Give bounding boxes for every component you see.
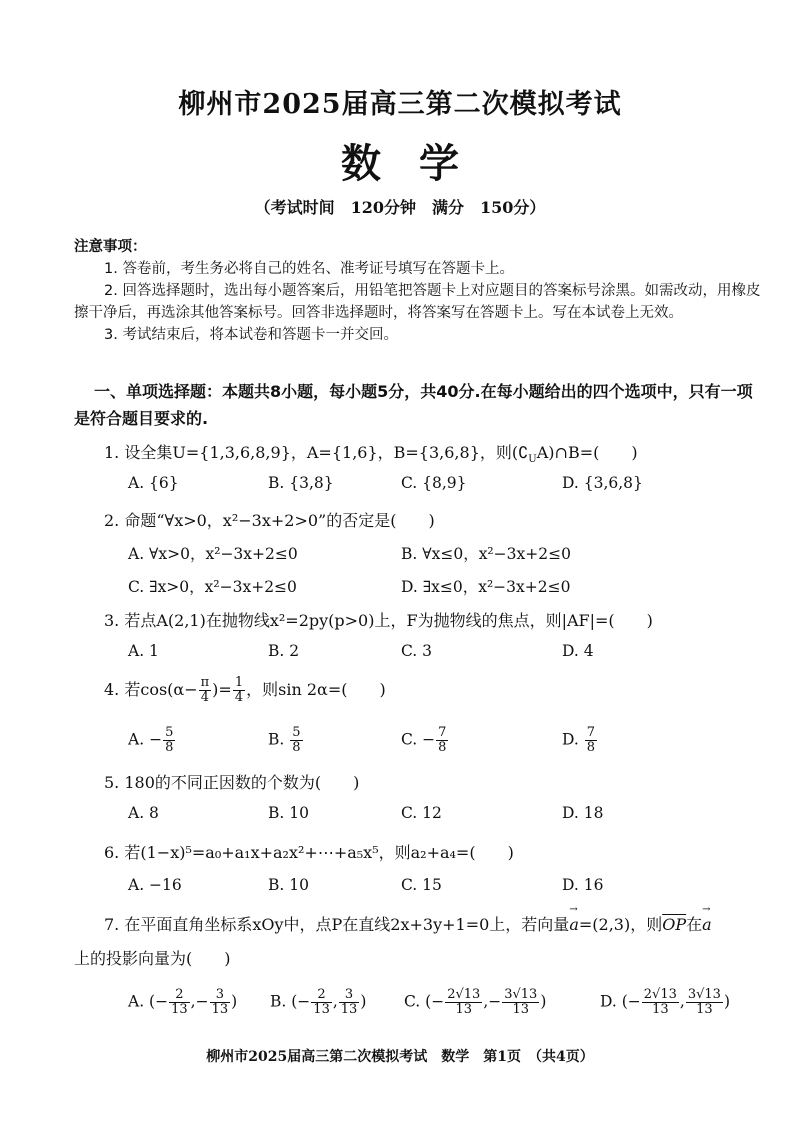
note-item: 1. 答卷前，考生务必将自己的姓名、准考证号填写在答题卡上。 bbox=[104, 261, 514, 277]
option-a[interactable]: A. 1 bbox=[128, 642, 159, 660]
option-c[interactable]: C. ∃x>0，x²−3x+2≤0 bbox=[128, 578, 297, 596]
numerator: 3√13 bbox=[687, 987, 721, 1002]
option-d[interactable]: D. 16 bbox=[562, 876, 604, 894]
note-item: 2. 回答选择题时，选出每小题答案后，用铅笔把答题卡上对应题目的答案标号涂黑。如需改动，用橡皮擦干净后，再选涂其他答案标号。回答非选择题时，将答案写在答题卡上。写在本试卷上无效。 bbox=[74, 283, 761, 321]
numerator: 3 bbox=[210, 988, 231, 1003]
denominator: 8 bbox=[586, 740, 596, 755]
question-7 bbox=[104, 912, 712, 935]
question-number: 7. bbox=[104, 915, 120, 934]
option-label: B. bbox=[268, 730, 285, 749]
denominator: 13 bbox=[652, 1002, 669, 1017]
option-b[interactable]: B. 2 bbox=[268, 642, 300, 660]
notes-block bbox=[74, 236, 764, 346]
denominator: 13 bbox=[696, 1002, 713, 1017]
question-stem: 在 bbox=[686, 915, 703, 934]
option-d[interactable]: D. (− $\frac{2√13}{13}$ , $\frac{3√13}{13}$ ) bbox=[600, 987, 730, 1017]
option-a[interactable]: A. ∀x>0，x²−3x+2≤0 bbox=[128, 545, 298, 563]
option-label: D. bbox=[600, 992, 617, 1011]
fraction bbox=[445, 988, 482, 1017]
question-number: 1. bbox=[104, 443, 120, 462]
option-b[interactable]: B. (− $\frac{2}{13}$ , $\frac{3}{13}$ ) bbox=[270, 987, 367, 1017]
question-stem: 若点A(2,1)在抛物线x²=2py(p>0)上，F为抛物线的焦点，则|AF|=( ) bbox=[124, 611, 653, 630]
denominator: 13 bbox=[211, 1002, 229, 1017]
question-number: 3. bbox=[104, 611, 120, 630]
denominator: 8 bbox=[292, 740, 301, 755]
denominator: 4 bbox=[200, 690, 210, 705]
option-label: A. bbox=[128, 730, 145, 749]
question-number: 6. bbox=[104, 843, 120, 862]
fraction bbox=[686, 988, 723, 1017]
numerator: 2 bbox=[169, 988, 190, 1003]
question-stem: 在平面直角坐标系xOy中，点P在直线2x+3y+1=0上，若向量 bbox=[124, 915, 570, 934]
denominator: 4 bbox=[234, 690, 244, 705]
fraction bbox=[199, 676, 212, 705]
question-stem: A)∩B=( ) bbox=[536, 443, 638, 462]
page-footer: 柳州市2025届高三第二次模拟考试 数学 第1页 （共4页） bbox=[206, 1049, 594, 1065]
question-stem: 设全集 bbox=[124, 443, 173, 462]
option-c[interactable] bbox=[401, 726, 449, 755]
option-a[interactable]: A. {6} bbox=[128, 474, 179, 492]
option-d[interactable]: D. {3,6,8} bbox=[562, 474, 643, 492]
option-b[interactable]: B. ∀x≤0，x²−3x+2≤0 bbox=[401, 545, 571, 563]
option-sign: − bbox=[149, 730, 163, 749]
notes-heading: 注意事项： bbox=[74, 239, 147, 255]
option-c[interactable]: C. 12 bbox=[401, 804, 442, 822]
fraction bbox=[502, 988, 539, 1017]
option-b[interactable]: B. 10 bbox=[268, 804, 309, 822]
option-a[interactable]: A. (− $\frac{2}{13}$ ,− $\frac{3}{13}$ ) bbox=[128, 987, 238, 1017]
numerator: 1 bbox=[234, 675, 244, 690]
question-1 bbox=[104, 440, 638, 465]
vector-op: $\overline{OP}$ bbox=[662, 915, 687, 934]
exam-title: 柳州市2025届高三第二次模拟考试 bbox=[178, 89, 622, 120]
option-d[interactable]: D. 18 bbox=[562, 804, 604, 822]
question-number: 4. bbox=[104, 680, 120, 699]
note-item: 3. 考试结束后，将本试卷和答题卡一并交回。 bbox=[104, 327, 398, 343]
subject-title: 数学 bbox=[341, 140, 497, 187]
section-heading: 一、单项选择题：本题共8小题，每小题5分，共40分.在每小题给出的四个选项中，只有一项是符合题目要求的. bbox=[74, 382, 753, 428]
numerator: 3 bbox=[339, 988, 360, 1003]
question-stem: =(2,3)，则 bbox=[578, 915, 663, 934]
option-c[interactable]: C. {8,9} bbox=[401, 474, 467, 492]
option-sign: − bbox=[422, 730, 436, 749]
fraction bbox=[642, 988, 679, 1017]
question-stem: 180的不同正因数的个数为( ) bbox=[124, 773, 360, 792]
question-stem: )= bbox=[212, 680, 232, 699]
numerator: 2 bbox=[311, 988, 332, 1003]
option-c[interactable]: C. 3 bbox=[401, 642, 433, 660]
option-label: C. bbox=[404, 992, 421, 1011]
question-stem: U={1,3,6,8,9}，A={1,6}，B={3,6,8}，则(∁ bbox=[172, 443, 529, 462]
fraction bbox=[311, 988, 332, 1017]
option-d[interactable]: D. ∃x≤0，x²−3x+2≤0 bbox=[401, 578, 571, 596]
question-number: 2. bbox=[104, 511, 120, 530]
denominator: 13 bbox=[313, 1002, 330, 1017]
numerator: 2√13 bbox=[447, 987, 481, 1002]
denominator: 8 bbox=[165, 740, 174, 755]
numerator: 2√13 bbox=[643, 987, 677, 1002]
question-stem: 命题“∀x>0，x²−3x+2>0”的否定是( ) bbox=[124, 511, 435, 530]
fraction bbox=[163, 726, 175, 755]
option-b[interactable]: B. 10 bbox=[268, 876, 309, 894]
exam-time-info: （考试时间 120分钟 满分 150分） bbox=[254, 198, 546, 217]
fraction bbox=[233, 676, 245, 705]
numerator: 3√13 bbox=[504, 987, 538, 1002]
denominator: 13 bbox=[340, 1002, 358, 1017]
numerator: 7 bbox=[586, 725, 596, 740]
option-label: A. bbox=[128, 992, 145, 1011]
option-label: D. bbox=[562, 730, 579, 749]
question-2 bbox=[104, 508, 435, 531]
option-d[interactable] bbox=[562, 726, 598, 755]
question-stem: 若cos(α− bbox=[124, 680, 198, 699]
option-label: C. bbox=[401, 730, 418, 749]
vector-a: → a bbox=[569, 915, 579, 934]
fraction bbox=[210, 988, 231, 1017]
fraction bbox=[339, 988, 360, 1017]
numerator: 5 bbox=[165, 725, 174, 740]
option-a[interactable]: A. 8 bbox=[128, 804, 159, 822]
denominator: 13 bbox=[512, 1002, 530, 1017]
question-3 bbox=[104, 608, 653, 631]
option-b[interactable] bbox=[268, 726, 304, 755]
vector-a: → a bbox=[702, 915, 712, 934]
option-c[interactable]: C. (− $\frac{2√13}{13}$ ,− $\frac{3√13}{13}$ ) bbox=[404, 987, 547, 1017]
numerator: 7 bbox=[438, 725, 447, 740]
option-a[interactable] bbox=[128, 726, 176, 755]
option-a[interactable]: A. −16 bbox=[128, 876, 182, 894]
question-stem: 若(1−x)⁵=a₀+a₁x+a₂x²+⋯+a₅x⁵，则a₂+a₄=( ) bbox=[124, 843, 514, 862]
question-number: 5. bbox=[104, 773, 120, 792]
question-4 bbox=[104, 676, 386, 705]
subscript: U bbox=[528, 454, 537, 466]
numerator: π bbox=[200, 675, 210, 690]
question-stem: ，则sin 2α=( ) bbox=[246, 680, 386, 699]
question-7-cont: 上的投影向量为( ) bbox=[74, 949, 231, 968]
fraction bbox=[436, 726, 448, 755]
numerator: 5 bbox=[292, 725, 301, 740]
denominator: 13 bbox=[455, 1002, 473, 1017]
option-label: B. bbox=[270, 992, 287, 1011]
option-d[interactable]: D. 4 bbox=[562, 642, 594, 660]
option-b[interactable]: B. {3,8} bbox=[268, 474, 334, 492]
fraction bbox=[290, 726, 302, 755]
fraction bbox=[585, 726, 597, 755]
denominator: 13 bbox=[171, 1002, 188, 1017]
denominator: 8 bbox=[438, 740, 447, 755]
fraction bbox=[169, 988, 190, 1017]
option-c[interactable]: C. 15 bbox=[401, 876, 442, 894]
question-6 bbox=[104, 840, 514, 863]
question-5 bbox=[104, 770, 359, 793]
